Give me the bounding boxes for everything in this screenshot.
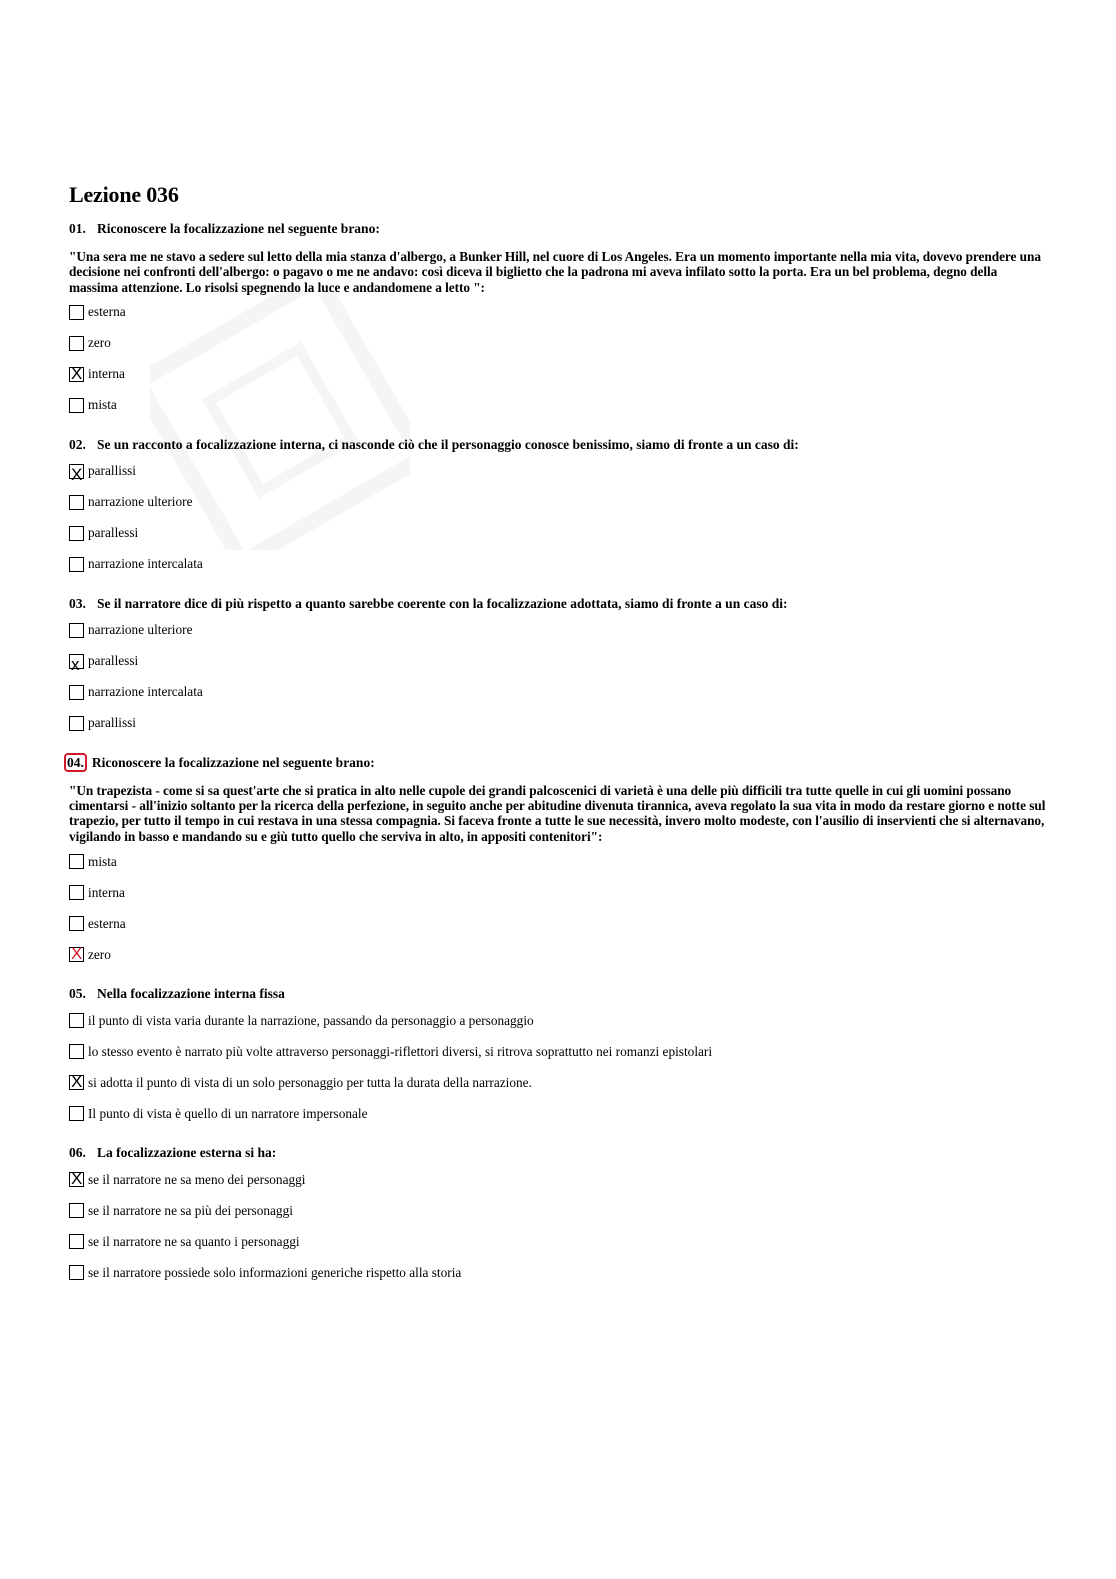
option-label: narrazione ulteriore [88,622,193,638]
checkbox[interactable] [69,398,84,413]
option-label: mista [88,853,117,869]
answer-option[interactable] [69,1264,1049,1281]
answer-option[interactable] [69,853,1049,870]
answer-options [69,1012,1049,1122]
checkbox-checked[interactable] [69,363,84,383]
question-03 [69,595,1049,732]
question-prompt: Se il narratore dice di più rispetto a quanto sarebbe coerente con la focalizzazione adottata, siamo di fronte a un caso di: [97,595,788,611]
checkbox[interactable] [69,1234,84,1249]
answer-option[interactable] [69,304,1049,321]
checkbox[interactable] [69,1106,84,1121]
checkbox-checked[interactable] [69,1169,84,1189]
answer-option[interactable] [69,622,1049,639]
option-label: se il narratore ne sa quanto i personaggi [88,1233,300,1249]
option-label: interna [88,366,125,382]
checkbox[interactable] [69,305,84,320]
option-label: se il narratore ne sa meno dei personaggi [88,1171,306,1187]
checkbox[interactable] [69,854,84,869]
answer-option[interactable] [69,363,1049,383]
question-header [69,1144,1049,1162]
question-number: 01. [69,221,86,236]
answer-option[interactable] [69,397,1049,414]
checkbox[interactable] [69,557,84,572]
answer-option[interactable] [69,684,1049,701]
checkbox[interactable] [69,1044,84,1059]
answer-option[interactable] [69,1012,1049,1029]
answer-options [69,463,1049,573]
question-number: 03. [69,595,86,611]
question-number-highlighted: 04. [64,753,87,772]
question-04 [69,754,1049,963]
question-header [69,436,1049,454]
question-06 [69,1144,1049,1281]
question-header [69,754,1049,772]
question-passage: "Una sera me ne stavo a sedere sul letto della mia stanza d'albergo, a Bunker Hill, nel cuore di Los Angeles. Era un momento importante nella mia vita, dovevo prendere una decisione nei confronti dell'albergo: o pagavo o me ne andavo: così diceva il biglietto che la padrona mi aveva infilato sotto la porta. Era un bel problema, degno della massima attenzione. Lo risolsi spegnendo la luce e andandomene a letto ": [69,249,1041,295]
answer-option[interactable] [69,1202,1049,1219]
answer-option[interactable] [69,494,1049,511]
check-mark-icon: X [71,464,83,484]
option-label: parallissi [88,715,137,731]
question-prompt: Riconoscere la focalizzazione nel seguente brano: [91,754,375,770]
answer-option[interactable] [69,1074,1049,1091]
check-mark-icon: x [71,654,80,674]
question-prompt: La focalizzazione esterna si ha: [97,1145,277,1161]
question-header [69,595,1049,613]
checkbox[interactable] [69,526,84,541]
checkbox[interactable] [69,885,84,900]
option-label: interna [88,884,125,900]
checkbox[interactable] [69,336,84,351]
option-label: se il narratore ne sa più dei personaggi [88,1202,293,1218]
question-prompt: Se un racconto a focalizzazione interna, ci nasconde ciò che il personaggio conosce benissimo, siamo di fronte a un caso di: [97,436,799,452]
answer-option[interactable] [69,1043,1049,1060]
checkbox[interactable] [69,1265,84,1280]
question-prompt: Nella focalizzazione interna fissa [97,986,285,1002]
option-label: narrazione intercalata [88,556,203,572]
question-02 [69,436,1049,573]
document-page [69,182,1049,1295]
answer-option[interactable] [69,556,1049,573]
checkbox[interactable] [69,623,84,638]
checkbox[interactable] [69,685,84,700]
checkbox[interactable] [69,916,84,931]
option-label: si adotta il punto di vista di un solo personaggio per tutta la durata della narrazione. [88,1074,532,1090]
answer-option[interactable] [69,653,1049,674]
question-01 [69,220,1049,414]
question-number: 05. [69,986,86,1002]
option-label: zero [88,335,111,351]
option-label: parallissi [88,463,137,479]
lesson-title: Lezione 036 [69,182,179,207]
answer-options [69,1171,1049,1281]
option-label: esterna [88,304,126,320]
question-number: 02. [69,436,86,452]
option-label: parallessi [88,653,139,669]
answer-option[interactable] [69,335,1049,352]
answer-option[interactable] [69,1105,1049,1122]
answer-options [69,622,1049,732]
question-number: 06. [69,1145,86,1161]
question-05 [69,985,1049,1122]
option-label: il punto di vista varia durante la narrazione, passando da personaggio a personaggio [88,1012,534,1028]
checkbox-checked[interactable] [69,1072,84,1092]
option-label: Il punto di vista è quello di un narratore impersonale [88,1105,368,1121]
answer-options [69,304,1049,414]
check-mark-icon: X [71,1169,83,1189]
check-mark-icon: X [71,363,83,383]
answer-option[interactable] [69,1233,1049,1250]
option-label: parallessi [88,525,139,541]
question-header [69,220,1049,238]
option-label: mista [88,397,117,413]
checkbox[interactable] [69,1013,84,1028]
answer-option[interactable] [69,884,1049,901]
option-label: zero [88,946,111,962]
checkbox[interactable] [69,1203,84,1218]
question-passage: "Un trapezista - come si sa quest'arte che si pratica in alto nelle cupole dei grandi palcoscenici di varietà è una delle più difficili tra tutte quelle in cui gli uomini possano cimentarsi - all'inizio soltanto per la ricerca della perfezione, in seguito anche per abitudine divenuta tirannica, aveva regolato la sua vita in modo da restare giorno e notte sul trapezio, per tutto il tempo in cui restava in una stessa compagnia. Si faceva fronte a tutte le sue necessità, invero molto modeste, con l'ausilio di inservienti che si alternavano, vigilando in basso e mandando su e giù tutto quello che serviva in alto, in appositi contenitori": [69,782,1046,844]
answer-option[interactable] [69,715,1049,732]
question-prompt: Riconoscere la focalizzazione nel seguente brano: [97,221,380,236]
check-mark-icon: X [71,944,83,964]
checkbox-checked[interactable] [69,654,84,674]
option-label: lo stesso evento è narrato più volte attraverso personaggi-riflettori diversi, si ritrova soprattutto nei romanzi epistolari [88,1043,713,1059]
checkbox-checked[interactable] [69,464,84,484]
checkbox[interactable] [69,716,84,731]
answer-option[interactable] [69,915,1049,932]
check-mark-icon: X [71,1072,83,1092]
checkbox-checked[interactable] [69,944,84,964]
answer-option[interactable] [69,525,1049,542]
option-label: narrazione intercalata [88,684,203,700]
answer-option[interactable] [69,946,1049,963]
option-label: se il narratore possiede solo informazioni generiche rispetto alla storia [88,1264,462,1280]
option-label: narrazione ulteriore [88,494,193,510]
option-label: esterna [88,915,126,931]
answer-options [69,853,1049,963]
answer-option[interactable] [69,463,1049,484]
answer-option[interactable] [69,1171,1049,1188]
question-header [69,985,1049,1003]
checkbox[interactable] [69,495,84,510]
